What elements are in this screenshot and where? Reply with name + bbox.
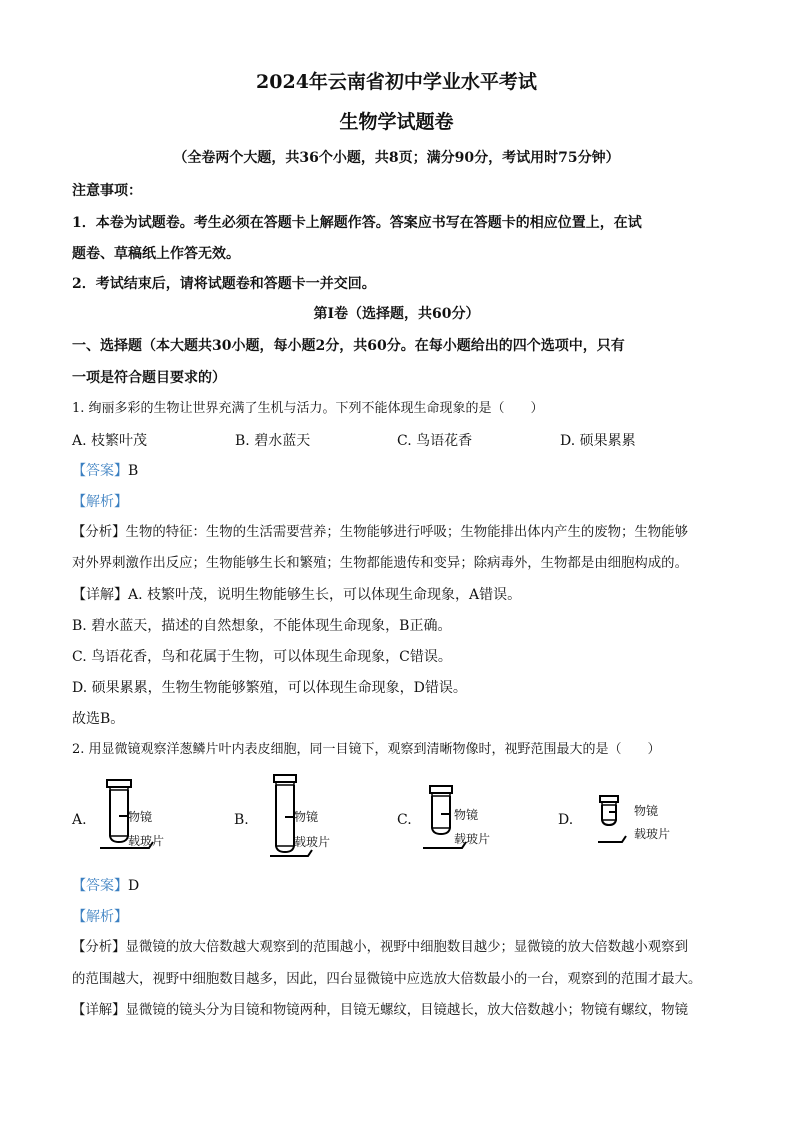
answer-value: D bbox=[128, 878, 140, 894]
objective-label-d: 物镜 bbox=[634, 804, 659, 818]
q1-option-b: B. 碧水蓝天 bbox=[235, 433, 311, 449]
q1-detail-c: C. 鸟语花香，鸟和花属于生物，可以体现生命现象，C错误。 bbox=[72, 649, 452, 665]
q2-stem: 2. 用显微镜观察洋葱鳞片叶内表皮细胞，同一目镜下，观察到清晰物像时，视野范围最大的是（ ） bbox=[72, 742, 661, 757]
q1-analysis-tag: 【解析】 bbox=[72, 494, 128, 510]
q1-conclusion: 故选B。 bbox=[72, 711, 125, 727]
q2-option-a-letter: A. bbox=[72, 812, 87, 828]
section-heading-cont: 一项是符合题目要求的） bbox=[72, 370, 226, 386]
q2-answer bbox=[72, 876, 139, 896]
notice-item-1: 1．本卷为试题卷。考生必须在答题卡上解题作答。答案应书写在答题卡的相应位置上，在试 bbox=[72, 215, 642, 231]
notice-item-1-cont: 题卷、草稿纸上作答无效。 bbox=[72, 246, 240, 262]
objective-label-c: 物镜 bbox=[454, 808, 479, 822]
q1-analysis-cont: 对外界刺激作出反应；生物能够生长和繁殖；生物都能遗传和变异；除病毒外，生物都是由细胞构成的。 bbox=[72, 556, 688, 571]
q2-option-d-letter: D. bbox=[558, 812, 574, 828]
q1-option-d: D. 硕果累累 bbox=[560, 433, 636, 449]
slide-label-c: 载玻片 bbox=[454, 832, 491, 846]
answer-tag: 【答案】 bbox=[72, 878, 128, 894]
q2-option-c-letter: C. bbox=[397, 812, 412, 828]
q1-detail-a: 【详解】A. 枝繁叶茂，说明生物能够生长，可以体现生命现象，A错误。 bbox=[72, 587, 522, 603]
q2-option-b-letter: B. bbox=[234, 812, 249, 828]
slide-label-a: 载玻片 bbox=[128, 834, 165, 848]
q2-analysis-cont: 的范围越大，视野中细胞数目越多，因此，四台显微镜中应选放大倍数最小的一台，观察到的范围才最大。 bbox=[72, 972, 702, 987]
exam-info: （全卷两个大题，共36个小题，共8页；满分90分，考试用时75分钟） bbox=[173, 150, 620, 166]
part-title: 第Ⅰ卷（选择题，共60分） bbox=[313, 306, 480, 322]
q1-analysis: 【分析】生物的特征：生物的生活需要营养；生物能够进行呼吸；生物能排出体内产生的废物；生物能够 bbox=[72, 525, 688, 540]
notice-item-2: 2．考试结束后，请将试题卷和答题卡一并交回。 bbox=[72, 276, 376, 292]
q1-option-a: A. 枝繁叶茂 bbox=[72, 433, 148, 449]
q1-detail-d: D. 硕果累累，生物生物能够繁殖，可以体现生命现象，D错误。 bbox=[72, 680, 467, 696]
q1-stem: 1. 绚丽多彩的生物让世界充满了生机与活力。下列不能体现生命现象的是（ ） bbox=[72, 401, 544, 416]
objective-label-a: 物镜 bbox=[128, 810, 153, 824]
notice-heading: 注意事项： bbox=[72, 183, 142, 199]
section-heading: 一、选择题（本大题共30小题，每小题2分，共60分。在每小题给出的四个选项中，只有 bbox=[72, 338, 625, 354]
slide-label-d: 载玻片 bbox=[634, 827, 671, 841]
q2-detail: 【详解】显微镜的镜头分为目镜和物镜两种，目镜无螺纹，目镜越长，放大倍数越小；物镜有螺纹，物镜 bbox=[72, 1003, 688, 1018]
q2-analysis: 【分析】显微镜的放大倍数越大观察到的范围越小，视野中细胞数目越少；显微镜的放大倍数越小观察到 bbox=[72, 940, 688, 955]
slide-label-b: 载玻片 bbox=[294, 835, 331, 849]
exam-title: 2024年云南省初中学业水平考试 bbox=[256, 71, 537, 93]
objective-label-b: 物镜 bbox=[294, 810, 319, 824]
q1-answer bbox=[72, 461, 138, 481]
q2-analysis-tag: 【解析】 bbox=[72, 909, 128, 925]
exam-subtitle: 生物学试题卷 bbox=[339, 111, 454, 133]
answer-tag: 【答案】 bbox=[72, 463, 128, 479]
q1-detail-b: B. 碧水蓝天，描述的自然想象，不能体现生命现象，B正确。 bbox=[72, 618, 452, 634]
answer-value: B bbox=[128, 463, 139, 479]
q1-option-c: C. 鸟语花香 bbox=[397, 433, 473, 449]
